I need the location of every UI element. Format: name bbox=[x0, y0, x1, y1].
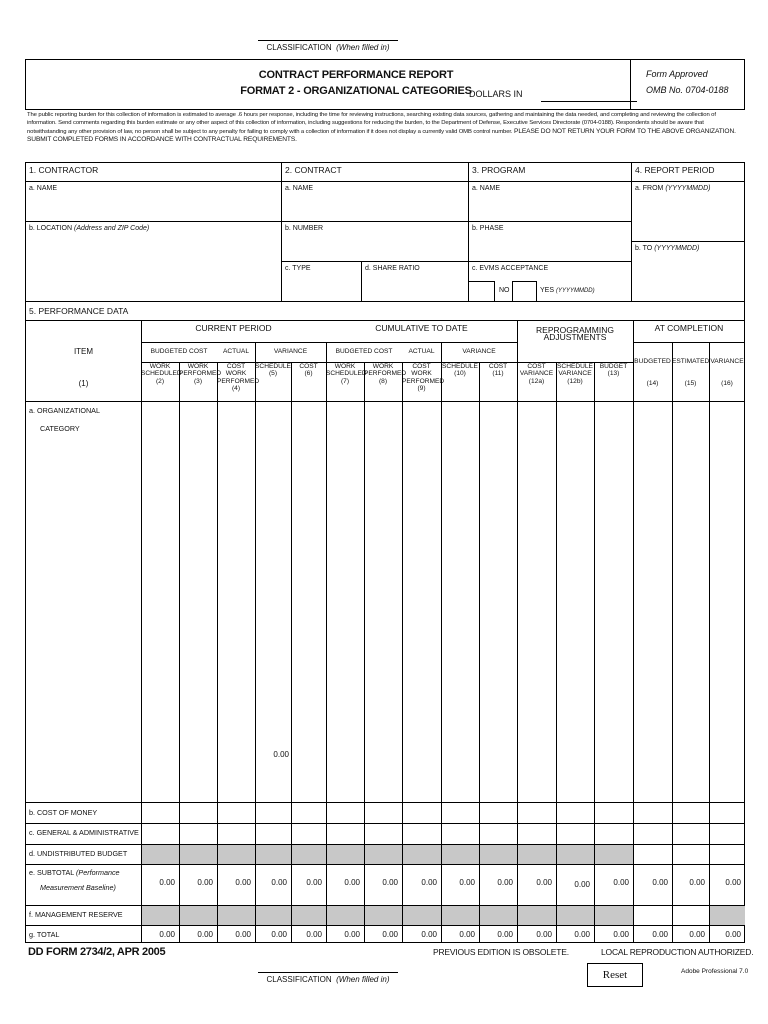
column-header: BUDGETED (14) bbox=[634, 358, 671, 388]
dollars-in-label: DOLLARS IN bbox=[469, 89, 523, 99]
subtotal-value[interactable]: 0.00 bbox=[159, 878, 175, 887]
column-header: COST (11) bbox=[488, 363, 508, 378]
org-category-schedule-value[interactable]: 0.00 bbox=[273, 750, 289, 759]
evms-acceptance-field: c. EVMS ACCEPTANCE NO YES (YYYYMMDD) bbox=[469, 262, 632, 302]
total-value[interactable]: 0.00 bbox=[197, 930, 213, 939]
total-value[interactable]: 0.00 bbox=[235, 930, 251, 939]
grid-vline bbox=[441, 342, 442, 943]
grid-hline bbox=[141, 362, 517, 363]
grid-vline bbox=[556, 362, 557, 943]
grid-vline bbox=[217, 362, 218, 943]
grid-vline bbox=[594, 362, 595, 943]
total-value[interactable]: 0.00 bbox=[382, 930, 398, 939]
contract-number-field[interactable]: b. NUMBER bbox=[282, 222, 469, 262]
column-header: WORK PERFORMED (3) bbox=[179, 363, 222, 385]
dollars-in-field[interactable] bbox=[541, 101, 637, 102]
budgeted-cost-current: BUDGETED COST bbox=[150, 348, 208, 355]
row-organizational-category-2: CATEGORY bbox=[40, 424, 80, 433]
contractor-location-field[interactable]: b. LOCATION (Address and ZIP Code) bbox=[26, 222, 282, 302]
contractor-name-field[interactable]: a. NAME bbox=[26, 182, 282, 222]
reprogramming-header: REPROGRAMMING ADJUSTMENTS bbox=[536, 325, 614, 343]
total-value[interactable]: 0.00 bbox=[536, 930, 552, 939]
program-name-field[interactable]: a. NAME bbox=[469, 182, 632, 222]
management-reserve-variance-shade bbox=[709, 905, 745, 925]
column-header: SCHEDULE (10) bbox=[442, 363, 478, 378]
column-header: WORK SCHEDULED (7) bbox=[326, 363, 367, 385]
reset-button[interactable]: Reset bbox=[587, 963, 643, 987]
grid-vline bbox=[402, 362, 403, 943]
subtotal-value[interactable]: 0.00 bbox=[235, 878, 251, 887]
report-to-field[interactable]: b. TO (YYYYMMDD) bbox=[635, 245, 700, 252]
contract-name-field[interactable]: a. NAME bbox=[282, 182, 469, 222]
identification-section bbox=[25, 162, 745, 302]
budgeted-cost-cumulative: BUDGETED COST bbox=[335, 348, 393, 355]
grid-hline bbox=[26, 905, 745, 906]
grid-hline bbox=[26, 401, 745, 402]
grid-vline bbox=[517, 321, 518, 943]
total-value[interactable]: 0.00 bbox=[459, 930, 475, 939]
variance-current: VARIANCE bbox=[273, 348, 308, 355]
grid-vline bbox=[141, 321, 142, 943]
column-header: COST WORK PERFORMED (9) bbox=[402, 363, 445, 393]
evms-no-checkbox[interactable] bbox=[469, 281, 495, 301]
total-value[interactable]: 0.00 bbox=[159, 930, 175, 939]
grid-hline bbox=[517, 362, 633, 363]
column-header: WORK SCHEDULED (2) bbox=[141, 363, 182, 385]
item-header: ITEM bbox=[73, 347, 94, 356]
total-value[interactable]: 0.00 bbox=[689, 930, 705, 939]
actual-current: ACTUAL bbox=[222, 348, 249, 355]
grid-hline bbox=[26, 864, 745, 865]
total-value[interactable]: 0.00 bbox=[613, 930, 629, 939]
grid-hline bbox=[26, 844, 745, 845]
item-number: (1) bbox=[78, 379, 89, 388]
report-title: CONTRACT PERFORMANCE REPORT bbox=[258, 69, 454, 81]
report-header bbox=[25, 59, 745, 110]
total-value[interactable]: 0.00 bbox=[344, 930, 360, 939]
subtotal-value[interactable]: 0.00 bbox=[344, 878, 360, 887]
row-cost-of-money: b. COST OF MONEY bbox=[29, 808, 98, 817]
row-total: g. TOTAL bbox=[29, 930, 60, 939]
share-ratio-field[interactable]: d. SHARE RATIO bbox=[362, 262, 469, 302]
column-header: COST VARIANCE (12a) bbox=[519, 363, 554, 385]
actual-cumulative: ACTUAL bbox=[408, 348, 435, 355]
column-header: WORK PERFORMED (8) bbox=[364, 363, 407, 385]
grid-hline bbox=[633, 342, 745, 343]
grid-vline bbox=[255, 342, 256, 362]
current-period-header: CURRENT PERIOD bbox=[195, 323, 272, 333]
row-general-administrative: c. GENERAL & ADMINISTRATIVE bbox=[29, 828, 139, 837]
omb-approval-box: Form Approved OMB No. 0704-0188 bbox=[630, 59, 746, 110]
subtotal-value[interactable]: 0.00 bbox=[306, 878, 322, 887]
performance-data-label: 5. PERFORMANCE DATA bbox=[25, 302, 745, 321]
subtotal-value[interactable]: 0.00 bbox=[459, 878, 475, 887]
subtotal-value[interactable]: 0.00 bbox=[497, 878, 513, 887]
classification-bottom: CLASSIFICATION (When filled in) bbox=[258, 972, 398, 984]
performance-table bbox=[25, 321, 745, 943]
column-header: SCHEDULE (5) bbox=[255, 363, 291, 378]
report-from-field[interactable]: a. FROM (YYYYMMDD) bbox=[632, 182, 744, 242]
subtotal-value[interactable]: 0.00 bbox=[574, 880, 590, 889]
grid-vline bbox=[479, 362, 480, 943]
contract-type-field[interactable]: c. TYPE bbox=[282, 262, 362, 302]
undistributed-shade bbox=[141, 844, 633, 864]
column-header: ESTIMATED (15) bbox=[672, 358, 710, 388]
grid-hline bbox=[26, 925, 745, 926]
classification-top: CLASSIFICATION (When filled in) bbox=[258, 40, 398, 52]
row-management-reserve: f. MANAGEMENT RESERVE bbox=[29, 910, 123, 919]
row-subtotal: e. SUBTOTAL (Performance bbox=[29, 868, 120, 877]
at-completion-header: AT COMPLETION bbox=[654, 323, 724, 333]
subtotal-value[interactable]: 0.00 bbox=[689, 878, 705, 887]
subtotal-value[interactable]: 0.00 bbox=[613, 878, 629, 887]
column-header: COST WORK PERFORMED (4) bbox=[217, 363, 260, 393]
obsolete-note: PREVIOUS EDITION IS OBSOLETE. bbox=[433, 947, 569, 957]
total-value[interactable]: 0.00 bbox=[306, 930, 322, 939]
total-value[interactable]: 0.00 bbox=[271, 930, 287, 939]
program-header: 3. PROGRAM bbox=[469, 163, 632, 182]
grid-vline bbox=[179, 362, 180, 943]
subtotal-value[interactable]: 0.00 bbox=[536, 878, 552, 887]
grid-vline bbox=[326, 342, 327, 943]
grid-hline bbox=[26, 802, 745, 803]
total-value[interactable]: 0.00 bbox=[497, 930, 513, 939]
total-value[interactable]: 0.00 bbox=[421, 930, 437, 939]
subtotal-value[interactable]: 0.00 bbox=[421, 878, 437, 887]
subtotal-value[interactable]: 0.00 bbox=[382, 878, 398, 887]
column-header: SCHEDULE VARIANCE (12b) bbox=[557, 363, 593, 385]
grid-vline bbox=[633, 321, 634, 943]
variance-cumulative: VARIANCE bbox=[462, 348, 496, 355]
contractor-header: 1. CONTRACTOR bbox=[26, 163, 282, 182]
grid-vline bbox=[291, 362, 292, 943]
subtotal-value[interactable]: 0.00 bbox=[652, 878, 668, 887]
total-value[interactable]: 0.00 bbox=[652, 930, 668, 939]
subtotal-value[interactable]: 0.00 bbox=[725, 878, 741, 887]
reproduction-note: LOCAL REPRODUCTION AUTHORIZED. bbox=[601, 947, 754, 957]
grid-vline bbox=[672, 342, 673, 943]
management-reserve-shade bbox=[141, 905, 633, 925]
report-subtitle: FORMAT 2 - ORGANIZATIONAL CATEGORIES bbox=[240, 85, 472, 97]
row-subtotal-note: Measurement Baseline) bbox=[40, 883, 116, 892]
report-period-header: 4. REPORT PERIOD bbox=[632, 163, 744, 182]
grid-hline bbox=[26, 823, 745, 824]
total-value[interactable]: 0.00 bbox=[574, 930, 590, 939]
grid-vline bbox=[364, 362, 365, 943]
cumulative-header: CUMULATIVE TO DATE bbox=[375, 323, 468, 333]
burden-statement: The public reporting burden for this collection of information is estimated to average .6 hours per response, including the time for reviewing instructions, searching existing data sources, gathering and maintaining the data needed, and completing and reviewing the collection of information. Send comments regarding this burden estimate or any other aspect of this collection of information, including suggestions for reducing the burden, to the Department of Defense, Executive Services Directorate (0704-0188). Respondents should be aware that notwithstanding any other provision of law, no person shall be subject to any penalty for failing to comply with a collection of information if it does not display a currently valid OMB control number. PLEASE DO NOT RETURN YOUR FORM TO THE ABOVE ORGANIZATION. SUBMIT COMPLETED FORMS IN ACCORDANCE WITH CONTRACTUAL REQUIREMENTS. bbox=[27, 112, 736, 144]
column-header: BUDGET (13) bbox=[599, 363, 628, 378]
form-number: DD FORM 2734/2, APR 2005 bbox=[28, 946, 166, 958]
total-value[interactable]: 0.00 bbox=[725, 930, 741, 939]
contract-header: 2. CONTRACT bbox=[282, 163, 469, 182]
grid-hline bbox=[141, 342, 517, 343]
evms-yes-checkbox[interactable] bbox=[512, 281, 537, 301]
program-phase-field[interactable]: b. PHASE bbox=[469, 222, 632, 262]
subtotal-value[interactable]: 0.00 bbox=[197, 878, 213, 887]
row-organizational-category: a. ORGANIZATIONAL bbox=[29, 406, 100, 415]
subtotal-value[interactable]: 0.00 bbox=[271, 878, 287, 887]
grid-vline bbox=[441, 342, 442, 362]
column-header: COST (6) bbox=[299, 363, 318, 378]
column-header: VARIANCE (16) bbox=[710, 358, 744, 388]
row-undistributed-budget: d. UNDISTRIBUTED BUDGET bbox=[29, 849, 128, 858]
adobe-version: Adobe Professional 7.0 bbox=[681, 968, 749, 975]
grid-vline bbox=[709, 342, 710, 943]
grid-vline bbox=[255, 342, 256, 943]
